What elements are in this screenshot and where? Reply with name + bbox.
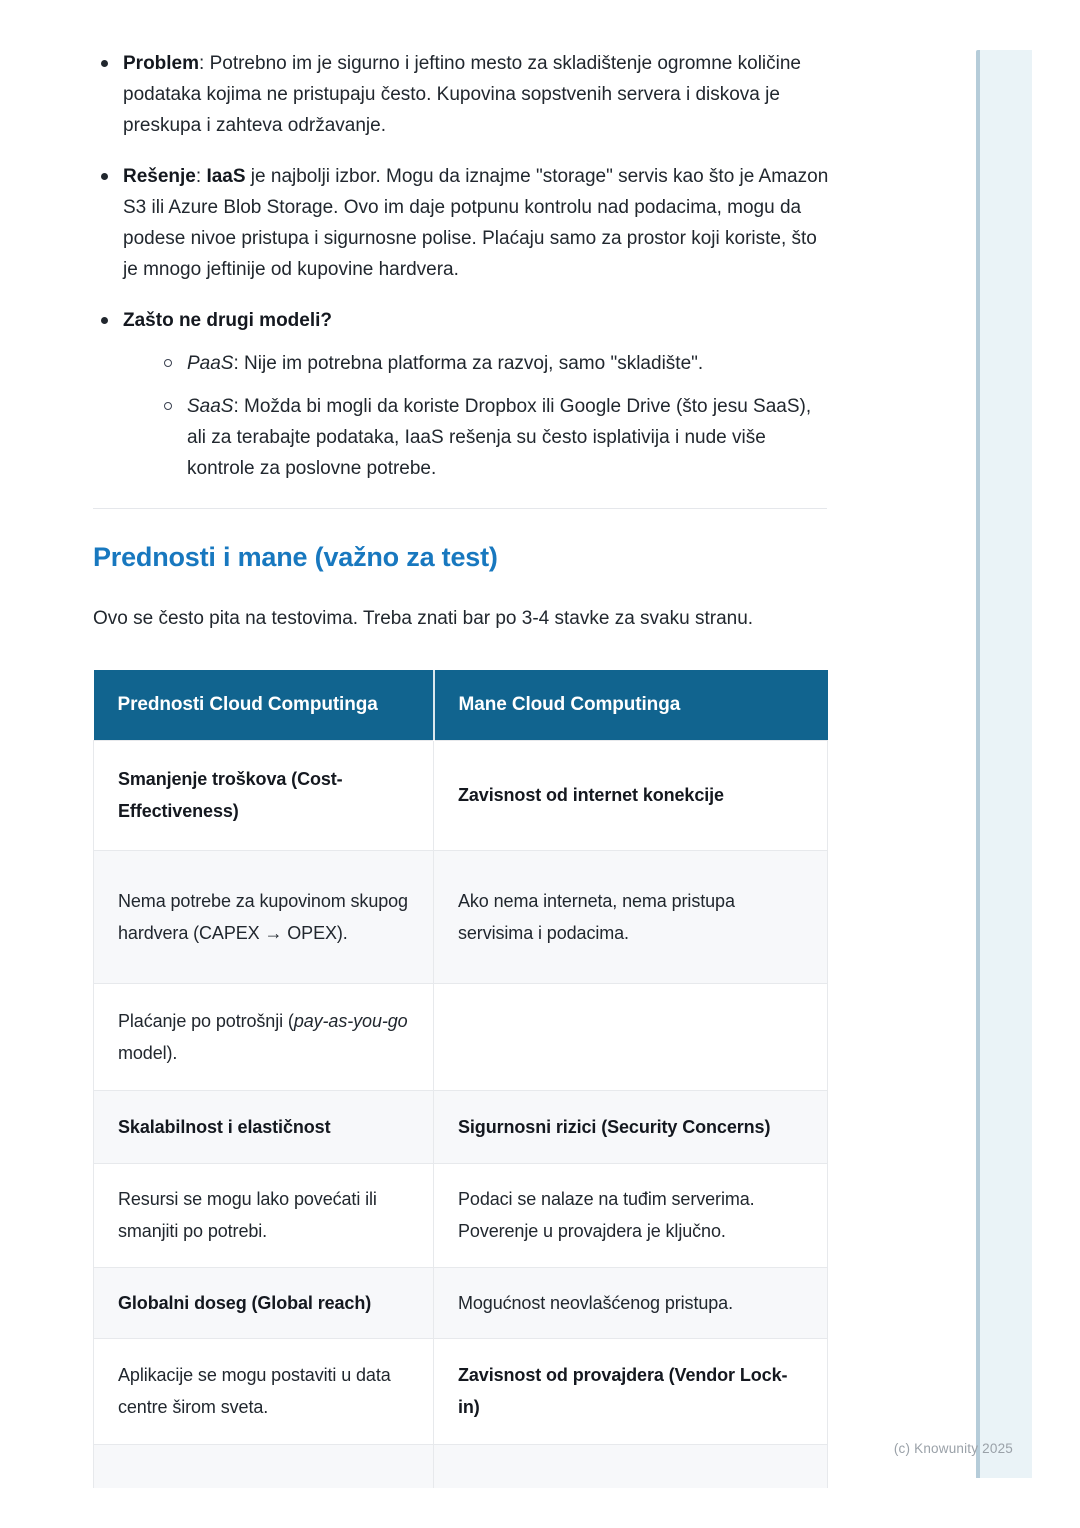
table-row [94, 1090, 828, 1163]
sub-bullet-paas [157, 348, 830, 379]
sub-bullet-saas-text: SaaS: Možda bi mogli da koriste Dropbox ili Google Drive (što jesu SaaS), ali za terabajte podataka, IaaS rešenja su često isplativija i nude više kontrole za poslovne potrebe. [187, 396, 812, 479]
table-cell: Sigurnosni rizici (Security Concerns) [434, 1090, 828, 1163]
table-cell: Globalni doseg (Global reach) [94, 1267, 434, 1338]
table-header-prednosti: Prednosti Cloud Computinga [94, 670, 434, 740]
sub-notes-list [157, 348, 830, 484]
bullet-problem [93, 48, 830, 141]
notes-list [93, 48, 830, 504]
table-cell: Podaci se nalaze na tuđim serverima. Poverenje u provajdera je ključno. [434, 1163, 828, 1267]
section-intro: Ovo se često pita na testovima. Treba znati bar po 3-4 stavke za svaku stranu. [93, 608, 754, 629]
table-cell: Plaćanje po potrošnji (pay-as-you-go model). [94, 983, 434, 1090]
table-cell: Zavisnost od provajdera (Vendor Lock-in) [434, 1338, 828, 1444]
table-cell: Mogućnost neovlašćenog pristupa. [434, 1267, 828, 1338]
table-row [94, 1163, 828, 1267]
table-cell: Nema potrebe za kupovinom skupog hardvera (CAPEX → OPEX). [94, 850, 434, 983]
sub-bullet-paas-text: PaaS: Nije im potrebna platforma za razvoj, samo "skladište". [187, 353, 704, 374]
section-heading: Prednosti i mane (važno za test) [93, 542, 498, 572]
bullet-zasto-ne-drugi-modeli [93, 305, 830, 484]
table-row [94, 850, 828, 983]
table-cell: Resursi se mogu lako povećati ili smanjiti po potrebi. [94, 1163, 434, 1267]
table-row [94, 983, 828, 1090]
table-cell: Skalabilnost i elastičnost [94, 1090, 434, 1163]
scrollbar-track[interactable] [976, 50, 1032, 1478]
table-row [94, 740, 828, 850]
sub-bullet-saas [157, 391, 830, 484]
pros-cons-table [93, 670, 828, 1488]
bullet-problem-text: Problem: Potrebno im je sigurno i jeftino mesto za skladištenje ogromne količine podataka kojima ne pristupaju često. Kupovina sopstvenih servera i diskova je preskupa i zahteva održavanje. [123, 53, 802, 136]
section-divider [93, 508, 827, 509]
table-row [94, 1338, 828, 1444]
table-row [94, 1267, 828, 1338]
table-cell [434, 983, 828, 1090]
copyright-watermark: (c) Knowunity 2025 [893, 1441, 1013, 1456]
bullet-resenje [93, 161, 830, 285]
table-cell: Ako nema interneta, nema pristupa servisima i podacima. [434, 850, 828, 983]
bullet-resenje-text: Rešenje: IaaS je najbolji izbor. Mogu da iznajme "storage" servis kao što je Amazon S3 ili Azure Blob Storage. Ovo im daje potpunu kontrolu nad podacima, mogu da podese nivoe pristupa i sigurnosne polise. Plaćaju samo za prostor koji koriste, što je mnogo jeftinije od kupovine hardvera. [123, 166, 829, 280]
table-cell: Zavisnost od internet konekcije [434, 740, 828, 850]
table-cell: Aplikacije se mogu postaviti u data centre širom sveta. [94, 1338, 434, 1444]
table-header-mane: Mane Cloud Computinga [434, 670, 828, 740]
table-cell: Smanjenje troškova (Cost-Effectiveness) [94, 740, 434, 850]
bullet-zasto-text: Zašto ne drugi modeli? [123, 310, 333, 331]
table-header-row [94, 670, 828, 740]
